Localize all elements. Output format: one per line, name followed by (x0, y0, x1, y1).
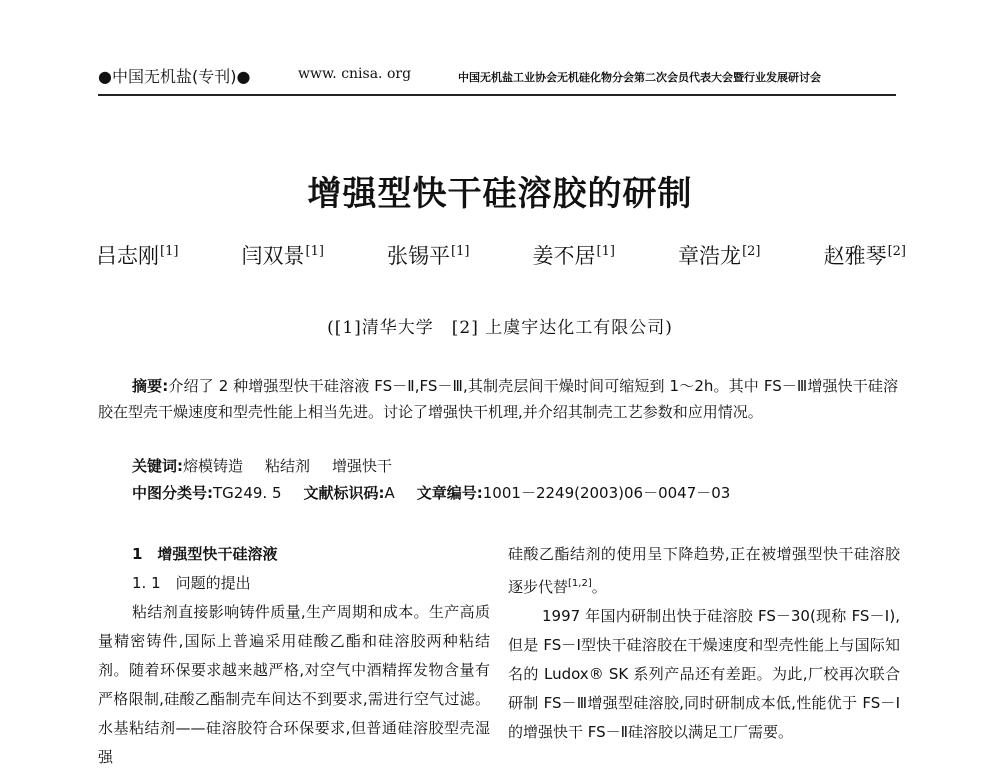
keywords (132, 455, 392, 476)
header-rule (98, 94, 896, 96)
article-number-value: 1001－2249(2003)06－0047－03 (482, 484, 731, 502)
author-name: 姜不居 (532, 244, 596, 268)
clc-value: TG249. 5 (213, 484, 282, 502)
author-affil-mark: [2] (742, 244, 761, 259)
author (533, 240, 615, 270)
author-name: 吕志刚 (96, 244, 159, 268)
author-affil-mark: [1] (596, 244, 615, 259)
journal-name: ●中国无机盐(专刊)● (98, 67, 251, 86)
journal-url: www. cnisa. org (298, 66, 412, 82)
author-affil-mark: [1] (160, 244, 179, 259)
abstract-label: 摘要: (132, 377, 169, 395)
citation-ref: [1,2] (568, 578, 592, 589)
body-paragraph: 粘结剂直接影响铸件质量,生产周期和成本。生产高质量精密铸件,国际上普遍采用硅酸乙酯和硅溶胶两种粘结剂。随着环保要求越来越严格,对空气中酒精挥发物含量有严格限制,硅酸乙酯制壳车间达不到要求,需进行空气过滤。水基粘结剂——硅溶胶符合环保要求,但普通硅溶胶型壳湿强 (98, 603, 490, 766)
author (678, 240, 760, 270)
body-column-left (98, 540, 490, 772)
author-affil-mark: [2] (887, 244, 906, 259)
keyword: 熔模铸造 (183, 457, 244, 475)
abstract (98, 373, 898, 425)
classification-line (132, 482, 730, 503)
body-paragraph: 1997 年国内研制出快于硅溶胶 FS－30(现称 FS－Ⅰ),但是 FS－Ⅰ型快干硅溶胶在干燥速度和型壳性能上与国际知名的 Ludox® SK 系列产品还有差距。为此,厂校再次联合研制 FS－Ⅲ增强型硅溶胶,同时研制成本低,性能优于 FS－Ⅰ的增强快干 FS－Ⅱ硅溶胶以满足工厂需要。 (508, 607, 900, 741)
author (387, 240, 469, 270)
author-name: 赵雅琴 (823, 244, 887, 268)
abstract-text: 介绍了 2 种增强型快干硅溶液 FS－Ⅱ,FS－Ⅲ,其制壳层间干燥时间可缩短到 1～2h。其中 FS－Ⅲ增强快干硅溶胶在型壳干燥速度和型壳性能上相当先进。讨论了增强快干机理,并介绍其制壳工艺参数和应用情况。 (98, 377, 898, 421)
author-name: 章浩龙 (678, 244, 742, 268)
article-number-label: 文章编号: (416, 484, 483, 502)
doc-code-label: 文献标识码: (303, 484, 385, 502)
affiliations: ([1]清华大学 [2] 上虞宇达化工有限公司) (327, 318, 673, 338)
doc-code-value: A (384, 484, 395, 502)
keyword: 粘结剂 (265, 457, 311, 475)
author (824, 240, 906, 270)
paper-title: 增强型快干硅溶胶的研制 (307, 174, 693, 214)
author-list (96, 240, 906, 270)
author-affil-mark: [1] (305, 244, 324, 259)
subsection-heading: 1. 1 问题的提出 (132, 574, 251, 592)
author (242, 240, 324, 270)
section-heading: 1 增强型快干硅溶液 (132, 545, 278, 563)
body-paragraph (508, 540, 900, 602)
author-affil-mark: [1] (451, 244, 470, 259)
author-name: 张锡平 (387, 244, 451, 268)
paragraph-end: 。 (591, 578, 607, 596)
conference-name: 中国无机盐工业协会无机硅化物分会第二次会员代表大会暨行业发展研讨会 (458, 71, 821, 84)
paragraph-text: 硅酸乙酯结剂的使用呈下降趋势,正在被增强型快干硅溶胶逐步代替 (508, 545, 900, 596)
clc-label: 中图分类号: (132, 484, 213, 502)
author (96, 240, 178, 270)
keyword: 增强快干 (332, 457, 393, 475)
keywords-label: 关键词: (132, 457, 183, 475)
author-name: 闫双景 (241, 244, 305, 268)
body-column-right (508, 540, 900, 747)
